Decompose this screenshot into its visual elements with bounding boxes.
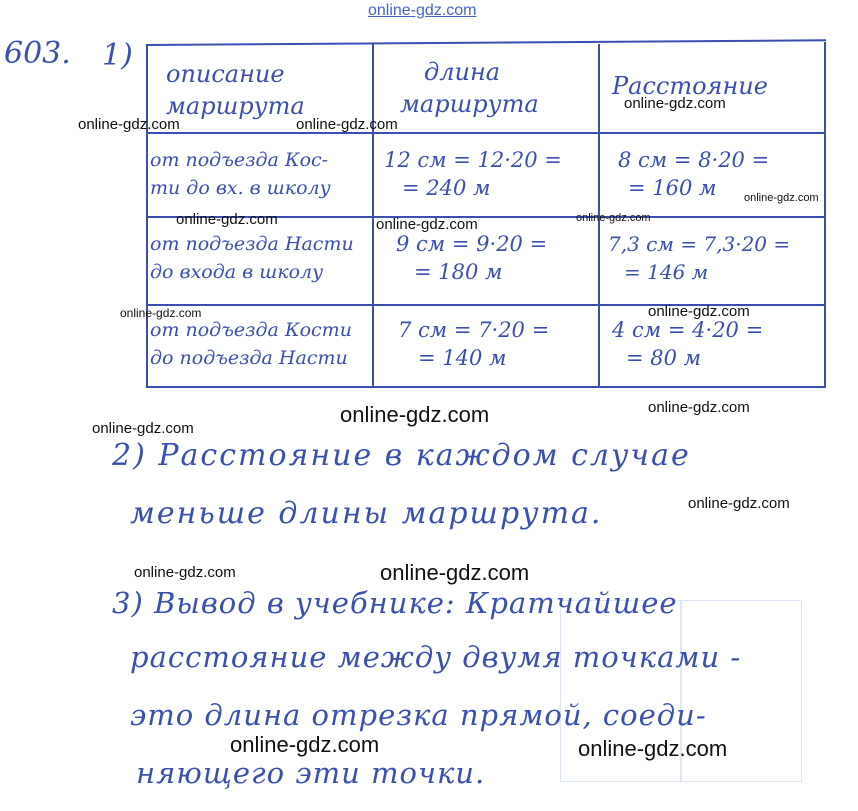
task-number: 603. (4, 36, 71, 71)
watermark[interactable]: online-gdz.com (648, 399, 750, 416)
watermark[interactable]: online-gdz.com (340, 402, 490, 427)
watermark[interactable]: online-gdz.com (380, 560, 530, 585)
watermark-top[interactable]: online-gdz.com (368, 2, 477, 19)
table-border-right (824, 42, 826, 388)
header-description: описание маршрута (166, 60, 305, 120)
part2-line1: 2) Расстояние в каждом случае (112, 438, 691, 473)
row1-distance: 8 см = 8·20 = = 160 м (618, 148, 770, 200)
watermark[interactable]: online-gdz.com (176, 211, 278, 228)
watermark[interactable]: online-gdz.com (744, 192, 819, 204)
table-border-top (146, 39, 826, 46)
watermark[interactable]: online-gdz.com (78, 116, 180, 133)
watermark[interactable]: online-gdz.com (648, 303, 750, 320)
row3-distance: 4 см = 4·20 = = 80 м (612, 318, 764, 370)
part2-line2: меньше длины маршрута. (130, 496, 603, 531)
watermark[interactable]: online-gdz.com (296, 116, 398, 133)
watermark[interactable]: online-gdz.com (376, 216, 478, 233)
header-length: длина маршрута (400, 58, 539, 118)
watermark[interactable]: online-gdz.com (576, 212, 651, 224)
part3-line4: няющего эти точки. (136, 756, 486, 790)
watermark[interactable]: online-gdz.com (230, 732, 380, 757)
watermark[interactable]: online-gdz.com (134, 564, 236, 581)
row2-length: 9 см = 9·20 = = 180 м (396, 232, 548, 284)
table-border-bottom (146, 386, 826, 388)
part3-line3: это длина отрезка прямой, соеди- (130, 698, 707, 732)
part3-line2: расстояние между двумя точками - (130, 640, 742, 674)
row1-description: от подъезда Кос- ти до вх. в школу (150, 149, 331, 199)
table-row-sep-1 (146, 132, 826, 134)
watermark[interactable]: online-gdz.com (120, 306, 202, 320)
part3-line1: 3) Вывод в учебнике: Кратчайшее (112, 586, 678, 620)
row3-description: от подъезда Кости до подъезда Насти (150, 319, 352, 369)
watermark[interactable]: online-gdz.com (688, 495, 790, 512)
watermark[interactable]: online-gdz.com (578, 736, 728, 761)
row2-description: от подъезда Насти до входа в школу (150, 233, 354, 283)
watermark[interactable]: online-gdz.com (624, 95, 726, 112)
watermark[interactable]: online-gdz.com (92, 420, 194, 437)
row3-length: 7 см = 7·20 = = 140 м (398, 318, 550, 370)
row2-distance: 7,3 см = 7,3·20 = = 146 м (608, 232, 791, 284)
row1-length: 12 см = 12·20 = = 240 м (384, 148, 562, 200)
part1-label: 1) (102, 38, 133, 73)
header-distance: Расстояние (612, 72, 768, 100)
